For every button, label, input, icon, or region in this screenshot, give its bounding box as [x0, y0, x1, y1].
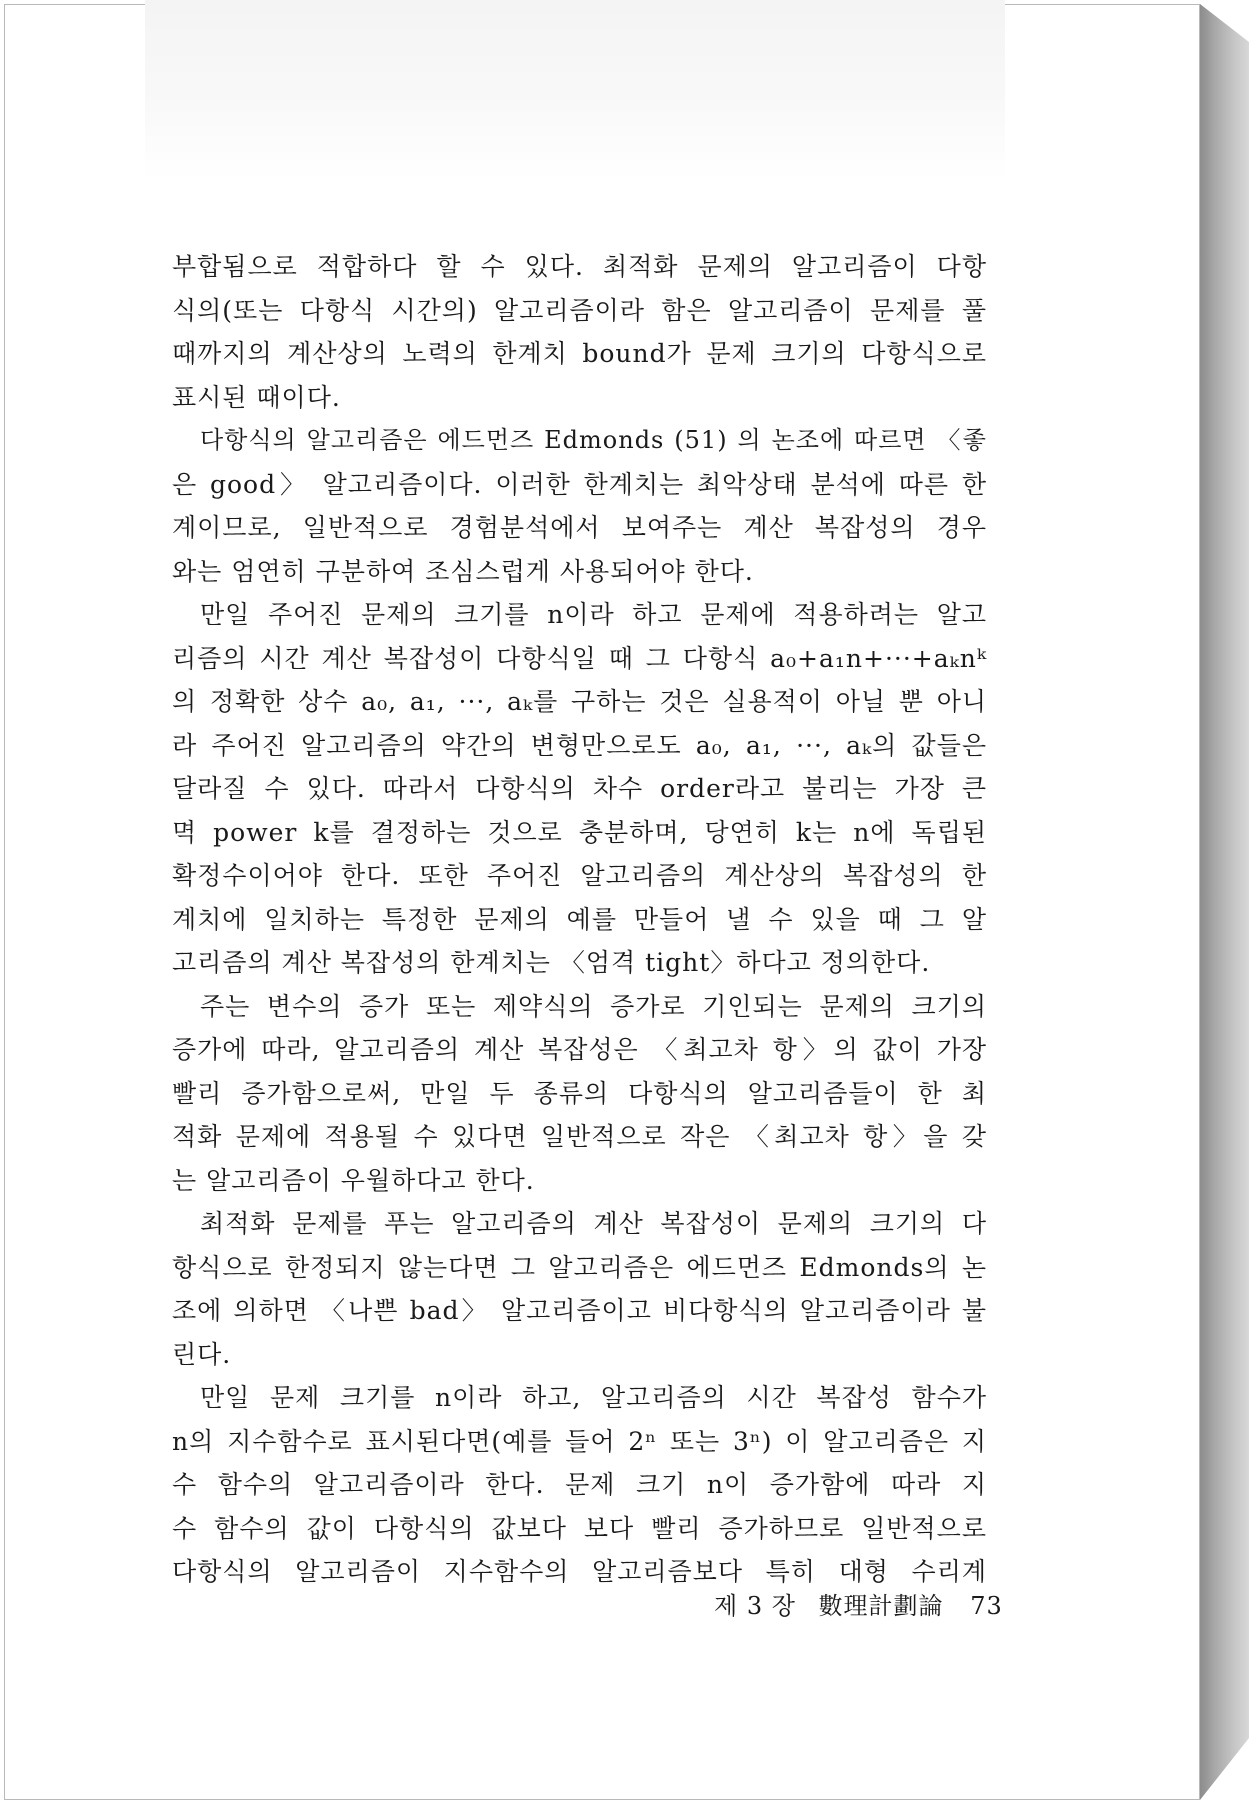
text-line: 계치에 일치하는 특정한 문제의 예를 만들어 낼 수 있을 때 그 알	[172, 904, 987, 934]
text-line: 다항식의 알고리즘은 에드먼즈 Edmonds (51) 의 논조에 따르면 〈좋	[200, 426, 987, 454]
text-line: 표시된 때이다.	[172, 382, 341, 412]
text-line: 확정수이어야 한다. 또한 주어진 알고리즘의 계산상의 복잡성의 한	[172, 861, 987, 890]
text-line: 수 함수의 값이 다항식의 값보다 보다 빨리 증가하므로 일반적으로	[172, 1513, 987, 1543]
paragraph-5	[172, 1202, 987, 1376]
scan-shadow	[145, 0, 1005, 180]
text-line: 조에 의하면 〈나쁜 bad〉 알고리즘이고 비다항식의 알고리즘이라 불	[172, 1296, 987, 1325]
text-line: 증가에 따라, 알고리즘의 계산 복잡성은 〈최고차 항〉의 값이 가장	[172, 1035, 987, 1064]
paragraph-1	[172, 245, 987, 419]
text-line: 수 함수의 알고리즘이라 한다. 문제 크기 n이 증가함에 따라 지	[172, 1470, 987, 1499]
text-line: 은 good〉 알고리즘이다. 이러한 한계치는 최악상태 분석에 따른 한	[172, 469, 987, 499]
page-number: 73	[970, 1592, 1003, 1620]
text-line: 계이므로, 일반적으로 경험분석에서 보여주는 계산 복잡성의 경우	[172, 513, 987, 542]
text-line: 리즘의 시간 계산 복잡성이 다항식일 때 그 다항식 a₀+a₁n+···+aₖnᵏ	[172, 643, 987, 673]
paragraph-2	[172, 419, 987, 593]
paragraph-4	[172, 985, 987, 1203]
paragraph-3	[172, 593, 987, 985]
text-line: 만일 주어진 문제의 크기를 n이라 하고 문제에 적용하려는 알고	[200, 600, 987, 629]
text-line: 고리즘의 계산 복잡성의 한계치는 〈엄격 tight〉하다고 정의한다.	[172, 948, 931, 977]
paragraph-6	[172, 1376, 987, 1594]
text-line: n의 지수함수로 표시된다면(예를 들어 2ⁿ 또는 3ⁿ) 이 알고리즘은 지	[172, 1426, 987, 1456]
text-line: 다항식의 알고리즘이 지수함수의 알고리즘보다 특히 대형 수리계	[172, 1557, 987, 1586]
body-text	[172, 245, 987, 1594]
text-line: 적화 문제에 적용될 수 있다면 일반적으로 작은 〈최고차 항〉을 갖	[172, 1122, 987, 1151]
chapter-label: 제 3 장	[714, 1592, 796, 1620]
text-line: 린다.	[172, 1339, 232, 1369]
text-line: 빨리 증가함으로써, 만일 두 종류의 다항식의 알고리즘들이 한 최	[172, 1078, 987, 1108]
text-line: 항식으로 한정되지 않는다면 그 알고리즘은 에드먼즈 Edmonds의 논	[172, 1252, 987, 1282]
text-line: 달라질 수 있다. 따라서 다항식의 차수 order라고 불리는 가장 큰	[172, 774, 987, 803]
text-line: 멱 power k를 결정하는 것으로 충분하며, 당연히 k는 n에 독립된	[172, 817, 987, 847]
text-line: 와는 엄연히 구분하여 조심스럽게 사용되어야 한다.	[172, 556, 754, 586]
text-line: 의 정확한 상수 a₀, a₁, ···, aₖ를 구하는 것은 실용적이 아닐 뿐 아니	[172, 687, 987, 716]
page-footer	[700, 1584, 1003, 1628]
text-line: 최적화 문제를 푸는 알고리즘의 계산 복잡성이 문제의 크기의 다	[200, 1209, 987, 1238]
text-line: 는 알고리즘이 우월하다고 한다.	[172, 1165, 535, 1195]
text-line: 부합됨으로 적합하다 할 수 있다. 최적화 문제의 알고리즘이 다항	[172, 252, 987, 281]
text-line: 때까지의 계산상의 노력의 한계치 bound가 문제 크기의 다항식으로	[172, 339, 987, 368]
text-line: 만일 문제 크기를 n이라 하고, 알고리즘의 시간 복잡성 함수가	[200, 1383, 987, 1412]
page-edge	[1200, 4, 1249, 1800]
text-line: 라 주어진 알고리즘의 약간의 변형만으로도 a₀, a₁, ···, aₖ의 값들은	[172, 730, 987, 760]
text-line: 식의(또는 다항식 시간의) 알고리즘이라 함은 알고리즘이 문제를 풀	[172, 295, 987, 325]
running-title: 數理計劃論	[818, 1592, 944, 1620]
text-line: 주는 변수의 증가 또는 제약식의 증가로 기인되는 문제의 크기의	[200, 991, 987, 1021]
